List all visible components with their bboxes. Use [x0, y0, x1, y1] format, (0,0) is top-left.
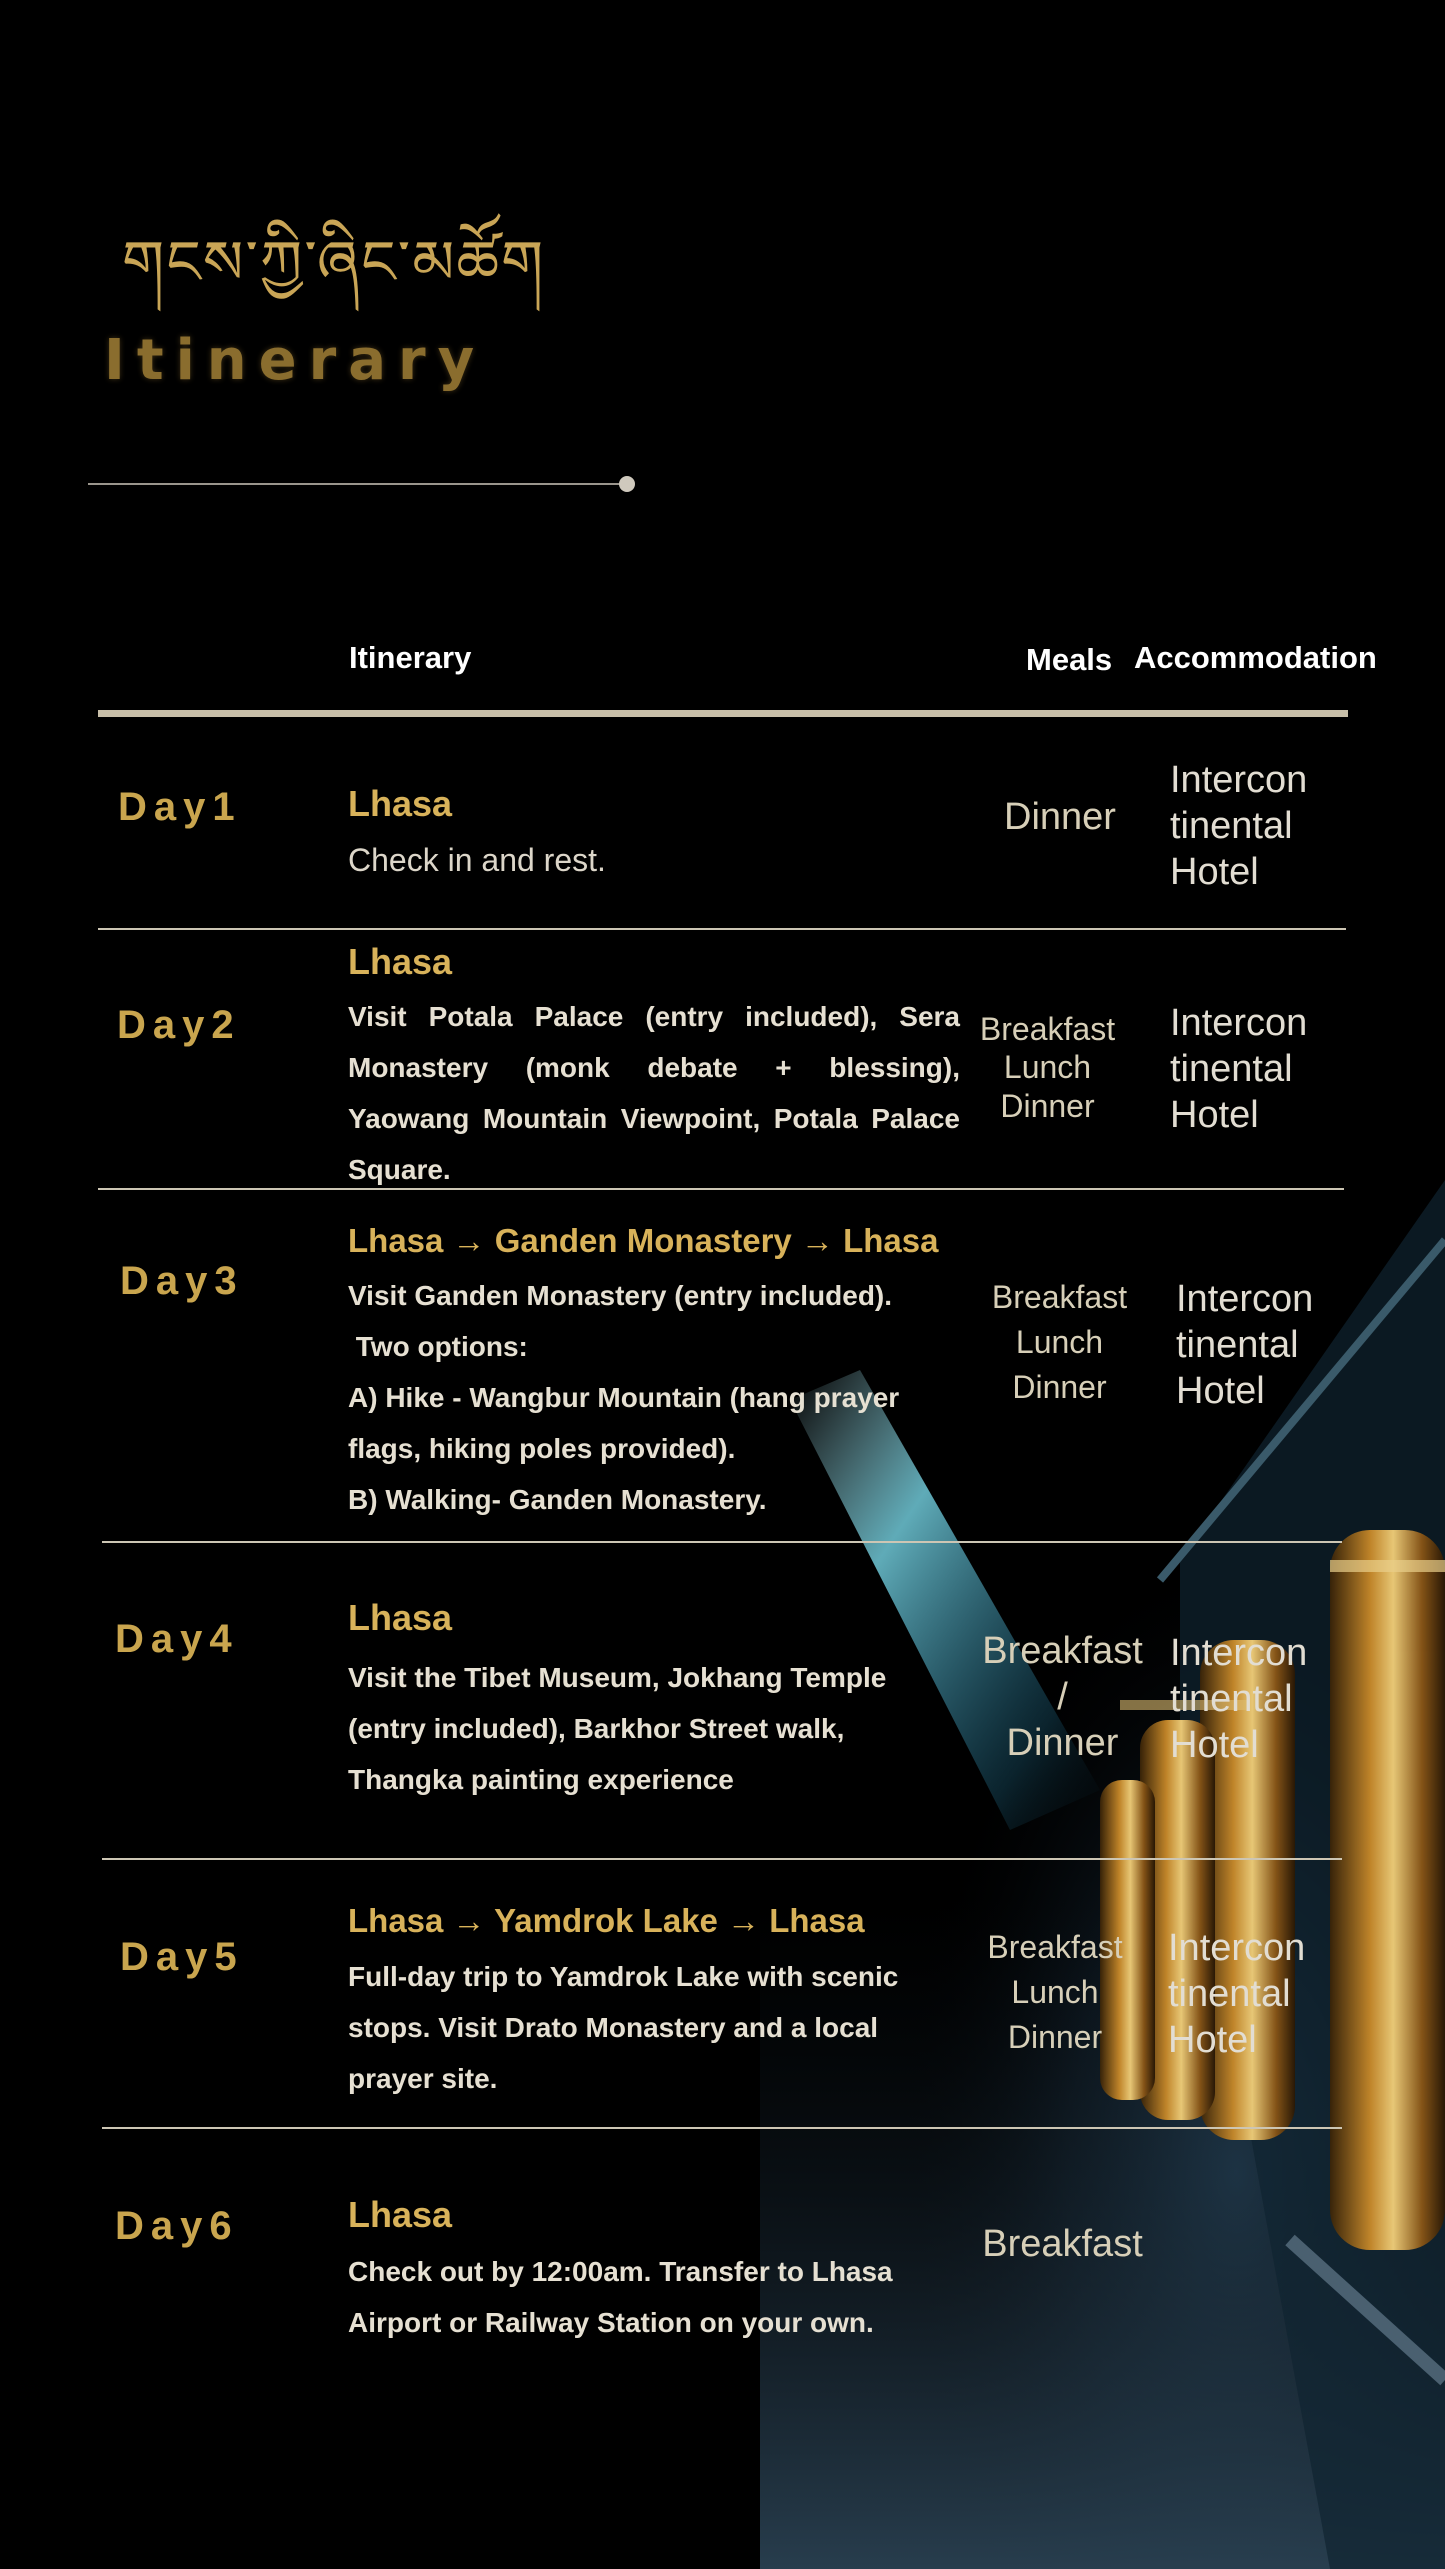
day-label: Day2 — [117, 1003, 241, 1047]
description-line: Visit the Tibet Museum, Jokhang Temple — [348, 1662, 887, 1693]
day-place: Lhasa — [348, 2194, 453, 2235]
hotel-line: tinental — [1176, 1324, 1299, 1366]
day-description — [348, 1951, 898, 2104]
day-place: Lhasa — [348, 1597, 453, 1638]
day-label: Day6 — [115, 2204, 239, 2248]
day-meals — [970, 2222, 1155, 2268]
day-place: Lhasa — [348, 941, 453, 982]
description-line: Visit Ganden Monastery (entry included). — [348, 1280, 893, 1311]
hotel-line: tinental — [1170, 1048, 1293, 1090]
meal-item: Dinner — [1007, 2019, 1103, 2055]
day-label: Day1 — [118, 785, 242, 829]
hotel-line: tinental — [1168, 1973, 1291, 2015]
day-meals — [970, 1010, 1125, 1125]
title-divider-dot — [619, 476, 635, 492]
day-hotel — [1168, 1925, 1328, 2063]
meal-item: Breakfast — [987, 1929, 1123, 1965]
description-line: Visit Potala Palace (entry included), Sera Monastery (monk debate + blessing), Yaowang Mountain Viewpoint, Potala Palace Square. — [348, 1001, 960, 1185]
meal-item: Dinner — [1000, 1087, 1095, 1124]
hotel-line: tinental — [1170, 805, 1293, 847]
hotel-line: Hotel — [1170, 1094, 1259, 1136]
day-hotel — [1170, 757, 1330, 895]
row-divider — [102, 2127, 1342, 2129]
row-divider — [98, 1188, 1344, 1190]
hotel-line: Hotel — [1168, 2019, 1257, 2061]
column-header-itinerary: Itinerary — [349, 640, 472, 675]
meal-item: Breakfast — [991, 1279, 1128, 1315]
meal-item: Breakfast — [982, 2223, 1143, 2265]
column-header-meals: Meals — [1026, 642, 1113, 677]
description-line: (entry included), Barkhor Street walk, — [348, 1713, 845, 1744]
meal-item: Lunch — [1015, 1324, 1104, 1360]
day-meals — [990, 795, 1130, 841]
description-line: Full-day trip to Yamdrok Lake with scenic — [348, 1961, 899, 1992]
page-title: Itinerary — [104, 328, 487, 393]
hotel-line: Intercon — [1170, 1632, 1308, 1674]
hotel-line: Hotel — [1176, 1370, 1265, 1412]
description-line: Airport or Railway Station on your own. — [348, 2307, 874, 2338]
day-meals — [975, 1628, 1150, 1766]
header-rule — [98, 710, 1348, 717]
row-divider — [98, 928, 1346, 930]
day-meals — [982, 1275, 1137, 1410]
meal-item: Dinner — [1004, 796, 1116, 838]
day-place: Lhasa → Ganden Monastery → Lhasa — [348, 1222, 939, 1259]
day-label: Day4 — [115, 1617, 239, 1661]
description-line: prayer site. — [348, 2063, 498, 2094]
meal-item: / — [1057, 1676, 1068, 1718]
day-hotel — [1170, 1630, 1330, 1768]
description-line: Check in and rest. — [348, 842, 606, 878]
day-hotel — [1170, 1000, 1330, 1138]
hotel-line: tinental — [1170, 1678, 1293, 1720]
day-label: Day5 — [120, 1935, 244, 1979]
tibetan-logo-text: གངས་ཀྱི་ཞིང་མཚོག — [122, 228, 546, 298]
hotel-line: Intercon — [1170, 1002, 1308, 1044]
meal-item: Lunch — [1003, 1049, 1092, 1086]
meal-item: Dinner — [1006, 1722, 1119, 1764]
description-line: Thangka painting experience — [348, 1764, 734, 1795]
row-divider — [102, 1858, 1342, 1860]
description-line: Check out by 12:00am. Transfer to Lhasa — [348, 2256, 893, 2287]
description-line: stops. Visit Drato Monastery and a local — [348, 2012, 879, 2043]
hotel-line: Intercon — [1168, 1927, 1306, 1969]
hotel-line: Hotel — [1170, 1724, 1259, 1766]
description-line: flags, hiking poles provided). — [348, 1433, 736, 1464]
description-line: Two options: — [348, 1331, 528, 1362]
day-description — [348, 991, 960, 1195]
title-divider — [88, 483, 628, 485]
meal-item: Breakfast — [982, 1630, 1143, 1672]
description-line: B) Walking- Ganden Monastery. — [348, 1484, 767, 1515]
day-description — [348, 835, 606, 886]
hotel-line: Hotel — [1170, 851, 1259, 893]
description-line: A) Hike - Wangbur Mountain (hang prayer — [348, 1382, 900, 1413]
day-label: Day3 — [120, 1259, 244, 1303]
meal-item: Dinner — [1012, 1369, 1107, 1405]
row-divider — [102, 1541, 1342, 1543]
day-meals — [975, 1925, 1135, 2060]
meal-item: Lunch — [1011, 1974, 1099, 2010]
hotel-line: Intercon — [1170, 759, 1308, 801]
day-description — [348, 1270, 899, 1525]
hotel-line: Intercon — [1176, 1278, 1314, 1320]
day-description — [348, 2246, 893, 2348]
day-place: Lhasa → Yamdrok Lake → Lhasa — [348, 1902, 865, 1939]
meal-item: Breakfast — [979, 1011, 1116, 1047]
day-description — [348, 1652, 886, 1805]
day-place: Lhasa — [348, 783, 453, 824]
column-header-accommodation: Accommodation — [1134, 640, 1377, 675]
day-hotel — [1176, 1276, 1336, 1414]
